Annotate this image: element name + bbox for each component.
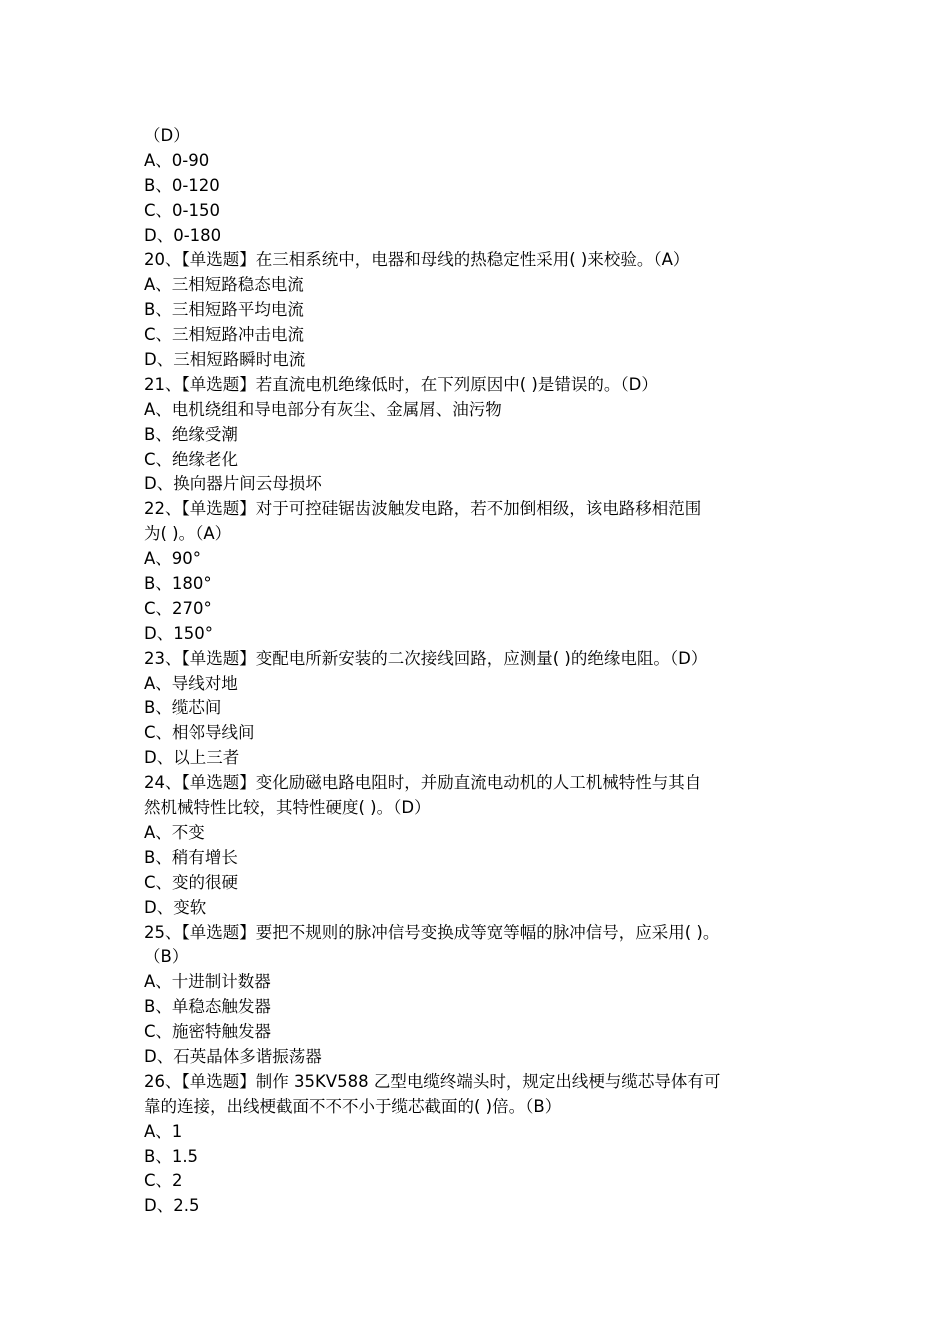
option-line: C、绝缘老化: [144, 449, 239, 469]
option-line: D、以上三者: [144, 748, 240, 768]
question-line: 靠的连接，出线梗截面不不不小于缆芯截面的( )倍。（B）: [144, 1096, 562, 1116]
option-line: B、1.5: [144, 1146, 199, 1166]
option-line: D、2.5: [144, 1196, 200, 1216]
question-line: 24、【单选题】变化励磁电路电阻时，并励直流电动机的人工机械特性与其自: [144, 773, 702, 793]
option-line: C、变的很硬: [144, 872, 239, 892]
option-line: D、石英晶体多谐振荡器: [144, 1046, 322, 1066]
option-line: A、三相短路稳态电流: [144, 275, 304, 295]
answer-line: （D）: [144, 126, 190, 145]
question-line: 为( )。（A）: [144, 524, 232, 544]
option-line: D、150°: [144, 623, 213, 643]
option-line: D、换向器片间云母损坏: [144, 474, 322, 494]
question-line: 22、【单选题】对于可控硅锯齿波触发电路，若不加倒相级，该电路移相范围: [144, 499, 702, 519]
option-line: B、稍有增长: [144, 847, 238, 867]
option-line: D、三相短路瞬时电流: [144, 350, 306, 370]
option-line: C、三相短路冲击电流: [144, 325, 305, 345]
option-line: A、不变: [144, 822, 205, 842]
option-line: B、三相短路平均电流: [144, 300, 304, 320]
option-line: A、导线对地: [144, 673, 238, 693]
option-line: A、电机绕组和导电部分有灰尘、金属屑、油污物: [144, 399, 502, 419]
option-line: A、1: [144, 1121, 183, 1141]
option-line: C、相邻导线间: [144, 723, 255, 743]
question-line: 26、【单选题】制作 35KV588 乙型电缆终端头时，规定出线梗与缆芯导体有可: [144, 1071, 721, 1091]
option-line: C、施密特触发器: [144, 1022, 272, 1042]
option-line: C、0-150: [144, 200, 220, 220]
answer-line: （B）: [144, 947, 189, 967]
option-line: B、单稳态触发器: [144, 997, 271, 1017]
option-line: D、0-180: [144, 225, 222, 245]
option-line: A、90°: [144, 549, 202, 569]
option-line: B、缆芯间: [144, 698, 222, 718]
question-line: 25、【单选题】要把不规则的脉冲信号变换成等宽等幅的脉冲信号，应采用( )。: [144, 922, 720, 942]
question-text-block: [144, 124, 824, 1219]
option-line: A、十进制计数器: [144, 972, 271, 992]
option-line: B、180°: [144, 574, 212, 594]
question-line: 23、【单选题】变配电所新安装的二次接线回路，应测量( )的绝缘电阻。（D）: [144, 648, 708, 668]
option-line: B、绝缘受潮: [144, 424, 238, 444]
question-line: 然机械特性比较，其特性硬度( )。（D）: [144, 798, 431, 818]
option-line: C、2: [144, 1171, 183, 1191]
question-line: 21、【单选题】若直流电机绝缘低时，在下列原因中( )是错误的。（D）: [144, 374, 658, 394]
option-line: A、0-90: [144, 150, 210, 170]
option-line: B、0-120: [144, 175, 220, 195]
option-line: C、270°: [144, 598, 212, 618]
question-line: 20、【单选题】在三相系统中，电器和母线的热稳定性采用( )来校验。（A）: [144, 250, 690, 270]
option-line: D、变软: [144, 897, 207, 917]
